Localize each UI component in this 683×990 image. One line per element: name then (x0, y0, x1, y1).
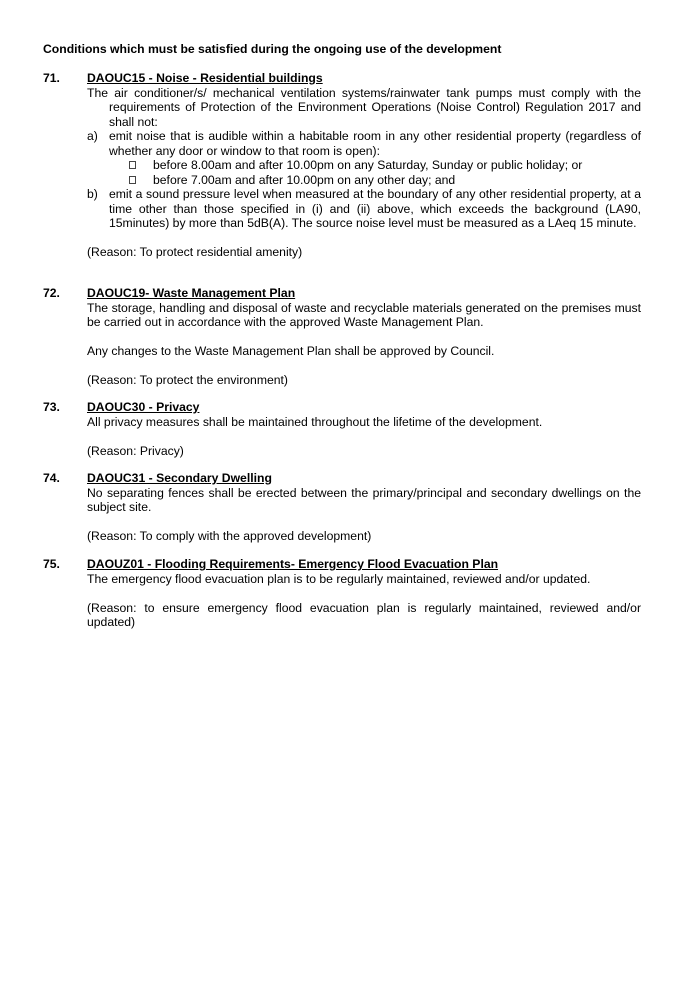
bullet-text: before 7.00am and after 10.00pm on any other day; and (153, 172, 456, 187)
condition-intro: The air conditioner/s/ mechanical ventilation systems/rainwater tank pumps must comply with the requirements of Protection of the Environment Operations (Noise Control) Regulation 2017 and shall not: (87, 85, 641, 129)
condition-72 (43, 286, 641, 388)
condition-74 (43, 471, 641, 544)
condition-title: DAOUC31 - Secondary Dwelling (87, 471, 272, 485)
condition-paragraph: Any changes to the Waste Management Plan shall be approved by Council. (87, 344, 495, 358)
condition-number: 71. (43, 71, 60, 85)
condition-number: 74. (43, 471, 60, 485)
condition-title: DAOUC15 - Noise - Residential buildings (87, 71, 323, 85)
checkbox-bullet-icon (129, 176, 136, 184)
condition-reason: (Reason: To protect the environment) (87, 373, 288, 387)
sub-item-a (87, 129, 641, 158)
bullet-text: before 8.00am and after 10.00pm on any Saturday, Sunday or public holiday; or (153, 158, 583, 172)
condition-reason: (Reason: Privacy) (87, 443, 184, 458)
condition-title: DAOUC30 - Privacy (87, 400, 200, 414)
condition-reason: (Reason: To protect residential amenity) (87, 245, 303, 259)
bullet-item (153, 158, 641, 173)
sub-item-marker: b) (87, 187, 98, 201)
sub-item-text: emit a sound pressure level when measured at the boundary of any other residential property, at a time other than those specified in (i) and (ii) above, which exceeds the background (LA90, 15minutes) by more than 5dB(A). The source noise level must be measured as a LAeq 15 minute. (109, 187, 641, 230)
condition-75 (43, 557, 641, 630)
sub-item-marker: a) (87, 129, 98, 143)
condition-number: 73. (43, 400, 60, 414)
condition-paragraph: The emergency flood evacuation plan is to be regularly maintained, reviewed and/or updated. (87, 571, 591, 586)
condition-paragraph: No separating fences shall be erected between the primary/principal and secondary dwellings on the subject site. (87, 485, 641, 514)
condition-71 (43, 71, 641, 260)
condition-73 (43, 400, 641, 458)
section-heading: Conditions which must be satisfied during the ongoing use of the development (43, 42, 502, 56)
condition-reason: (Reason: To comply with the approved development) (87, 529, 372, 543)
sub-item-b (87, 187, 641, 231)
condition-reason: (Reason: to ensure emergency flood evacuation plan is regularly maintained, reviewed and/or updated) (87, 600, 641, 629)
condition-number: 75. (43, 557, 60, 571)
condition-number: 72. (43, 286, 60, 300)
condition-title: DAOUC19- Waste Management Plan (87, 286, 296, 300)
condition-paragraph: All privacy measures shall be maintained throughout the lifetime of the development. (87, 414, 543, 429)
checkbox-bullet-icon (129, 161, 136, 169)
condition-title: DAOUZ01 - Flooding Requirements- Emergency Flood Evacuation Plan (87, 557, 499, 571)
bullet-item (153, 173, 641, 188)
sub-item-text: emit noise that is audible within a habitable room in any other residential property (regardless of whether any door or window to that room is open): (109, 129, 641, 158)
condition-paragraph: The storage, handling and disposal of waste and recyclable materials generated on the premises must be carried out in accordance with the approved Waste Management Plan. (87, 300, 641, 329)
